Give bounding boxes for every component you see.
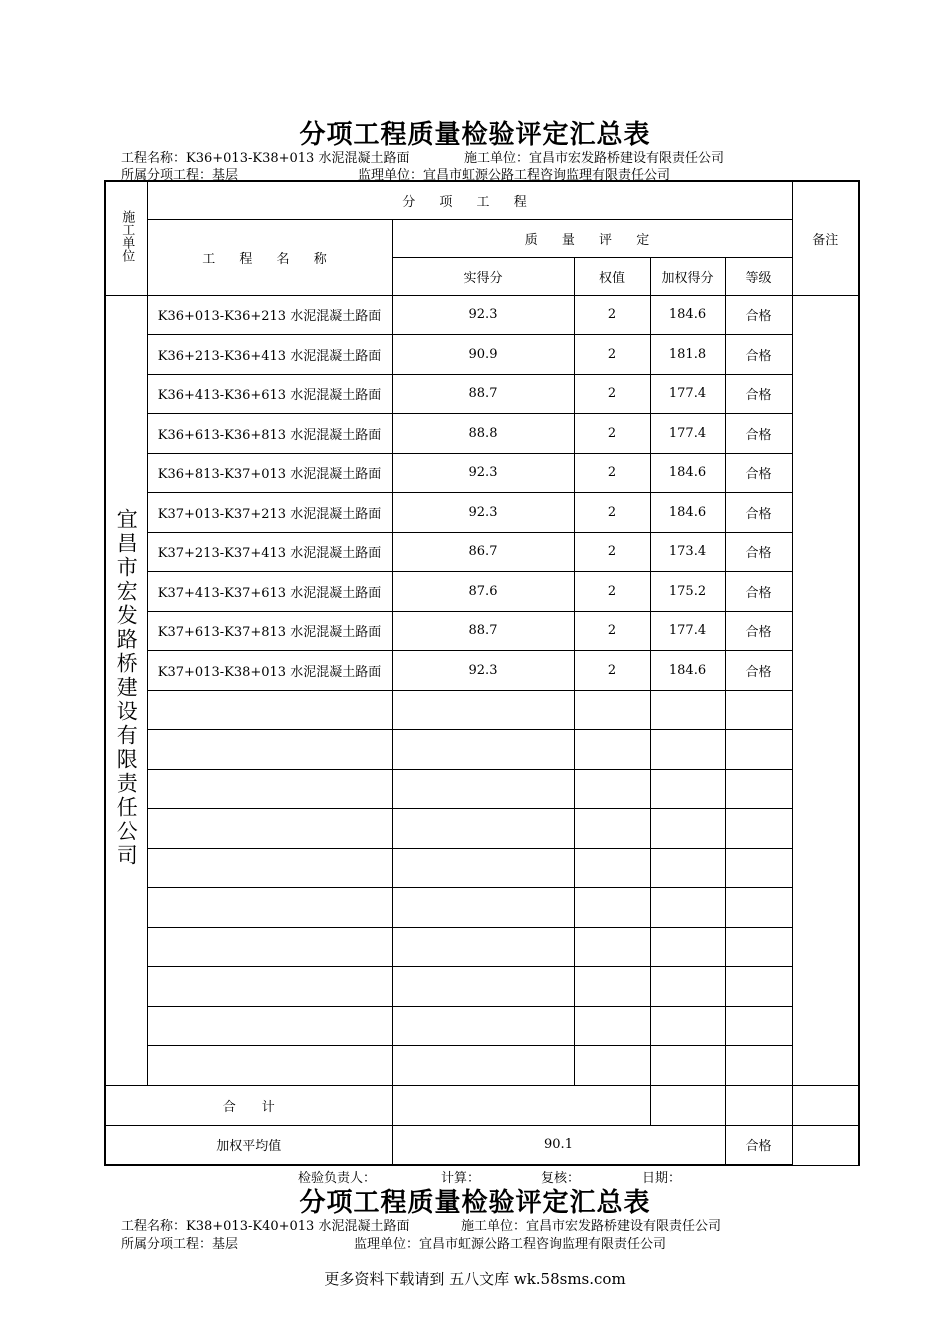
weight-cell: 2	[574, 374, 650, 414]
weight-cell: 2	[574, 572, 650, 612]
table-row	[105, 888, 859, 928]
weighted-score-cell	[650, 809, 725, 849]
project-name-line-2	[121, 1215, 409, 1234]
construction-unit-line-2	[461, 1215, 721, 1234]
grade-cell	[725, 927, 792, 967]
total-grade-cell	[725, 1085, 792, 1125]
project-name-cell	[147, 967, 392, 1007]
table-row	[105, 1046, 859, 1086]
grade-cell	[725, 690, 792, 730]
total-weighted-cell	[650, 1085, 725, 1125]
table-row	[105, 414, 859, 454]
table-row	[105, 611, 859, 651]
project-name-cell: K36+013-K36+213 水泥混凝土路面	[147, 295, 392, 335]
weight-cell	[574, 809, 650, 849]
table-row	[105, 295, 859, 335]
weighted-score-cell: 184.6	[650, 651, 725, 691]
project-name-cell: K36+413-K36+613 水泥混凝土路面	[147, 374, 392, 414]
project-name-cell: K36+613-K36+813 水泥混凝土路面	[147, 414, 392, 454]
weighted-score-cell	[650, 967, 725, 1007]
grade-cell: 合格	[725, 295, 792, 335]
grade-cell: 合格	[725, 651, 792, 691]
project-name-cell	[147, 848, 392, 888]
weight-cell: 2	[574, 611, 650, 651]
footer-download-link[interactable]: 更多资料下载请到 五八文库 wk.58sms.com	[324, 1270, 626, 1288]
grade-cell: 合格	[725, 453, 792, 493]
grade-cell	[725, 730, 792, 770]
table-row	[105, 809, 859, 849]
table-row	[105, 453, 859, 493]
calc-label: 计算：	[441, 1171, 481, 1186]
grade-cell	[725, 848, 792, 888]
table-row	[105, 690, 859, 730]
weighted-avg-label: 加权平均值	[105, 1125, 392, 1165]
actual-score-cell	[392, 927, 574, 967]
table-row	[105, 493, 859, 533]
total-remarks-cell	[792, 1085, 859, 1125]
actual-score-cell	[392, 967, 574, 1007]
weighted-score-cell	[650, 769, 725, 809]
actual-score-cell: 88.8	[392, 414, 574, 454]
remarks-cell	[792, 295, 859, 1085]
project-name-cell: K36+213-K36+413 水泥混凝土路面	[147, 335, 392, 375]
weighted-score-cell: 184.6	[650, 453, 725, 493]
weighted-avg-value: 90.1	[392, 1125, 725, 1165]
weighted-score-cell	[650, 927, 725, 967]
weighted-score-cell	[650, 730, 725, 770]
actual-score-cell: 92.3	[392, 453, 574, 493]
project-name-cell: K37+213-K37+413 水泥混凝土路面	[147, 532, 392, 572]
sub-project-header: 分 项 工 程	[147, 181, 792, 219]
weight-cell: 2	[574, 532, 650, 572]
actual-score-cell: 87.6	[392, 572, 574, 612]
weight-cell	[574, 927, 650, 967]
project-name-cell: K37+613-K37+813 水泥混凝土路面	[147, 611, 392, 651]
weighted-score-cell: 173.4	[650, 532, 725, 572]
weighted-score-cell: 177.4	[650, 374, 725, 414]
weighted-score-cell	[650, 1046, 725, 1086]
page-title-2: 分项工程质量检验评定汇总表	[299, 1188, 651, 1218]
table-row	[105, 572, 859, 612]
unit-column-header: 施工单位	[105, 181, 147, 295]
project-name-header: 工 程 名 称	[147, 219, 392, 295]
inspector-label: 检验负责人：	[298, 1171, 377, 1186]
project-name-cell: K37+413-K37+613 水泥混凝土路面	[147, 572, 392, 612]
table-row	[105, 967, 859, 1007]
table-row	[105, 927, 859, 967]
construction-unit-value: 宜昌市宏发路桥建设有限责任公司	[529, 151, 725, 166]
supervision-unit-value-2: 宜昌市虹源公路工程咨询监理有限责任公司	[419, 1237, 667, 1252]
table-row	[105, 651, 859, 691]
weighted-score-header: 加权得分	[650, 257, 725, 295]
project-name-cell: K36+813-K37+013 水泥混凝土路面	[147, 453, 392, 493]
project-name-cell: K37+013-K38+013 水泥混凝土路面	[147, 651, 392, 691]
table-row	[105, 730, 859, 770]
grade-cell	[725, 888, 792, 928]
weight-cell	[574, 967, 650, 1007]
table-row	[105, 1006, 859, 1046]
sub-project-value-2: 基层	[212, 1237, 239, 1252]
weighted-score-cell: 181.8	[650, 335, 725, 375]
weighted-score-cell: 184.6	[650, 493, 725, 533]
weight-cell: 2	[574, 651, 650, 691]
grade-cell: 合格	[725, 335, 792, 375]
weight-cell	[574, 769, 650, 809]
actual-score-header: 实得分	[392, 257, 574, 295]
table-row	[105, 769, 859, 809]
page-title: 分项工程质量检验评定汇总表	[299, 120, 651, 150]
weight-cell	[574, 730, 650, 770]
actual-score-cell: 86.7	[392, 532, 574, 572]
grade-header: 等级	[725, 257, 792, 295]
review-label: 复核：	[541, 1171, 581, 1186]
project-name-cell	[147, 1046, 392, 1086]
grade-cell	[725, 1046, 792, 1086]
project-name-cell	[147, 690, 392, 730]
grade-cell	[725, 967, 792, 1007]
project-name-value: K36+013-K38+013 水泥混凝土路面	[186, 151, 410, 166]
sub-project-label: 所属分项工程：	[121, 168, 213, 183]
weight-cell	[574, 1006, 650, 1046]
actual-score-cell	[392, 848, 574, 888]
actual-score-cell: 92.3	[392, 493, 574, 533]
grade-cell	[725, 809, 792, 849]
supervision-unit-label-2: 监理单位：	[354, 1237, 420, 1252]
grade-cell: 合格	[725, 414, 792, 454]
project-name-cell	[147, 1006, 392, 1046]
weighted-score-cell	[650, 848, 725, 888]
weighted-score-cell	[650, 690, 725, 730]
quality-eval-header: 质 量 评 定	[392, 219, 792, 257]
project-name-cell: K37+013-K37+213 水泥混凝土路面	[147, 493, 392, 533]
actual-score-cell	[392, 769, 574, 809]
supervision-unit-value: 宜昌市虹源公路工程咨询监理有限责任公司	[423, 168, 671, 183]
project-name-label-2: 工程名称：	[121, 1219, 187, 1234]
weighted-score-cell	[650, 1006, 725, 1046]
weighted-score-cell: 175.2	[650, 572, 725, 612]
actual-score-cell: 88.7	[392, 374, 574, 414]
weighted-score-cell: 184.6	[650, 295, 725, 335]
grade-cell	[725, 1006, 792, 1046]
grade-cell: 合格	[725, 493, 792, 533]
weighted-score-cell	[650, 888, 725, 928]
project-name-cell	[147, 888, 392, 928]
grade-cell: 合格	[725, 611, 792, 651]
weight-cell	[574, 848, 650, 888]
weight-cell: 2	[574, 295, 650, 335]
actual-score-cell: 92.3	[392, 651, 574, 691]
sub-project-value: 基层	[212, 168, 239, 183]
evaluation-table	[104, 180, 860, 1166]
project-name-cell	[147, 769, 392, 809]
actual-score-cell	[392, 1046, 574, 1086]
weight-cell: 2	[574, 493, 650, 533]
weight-header: 权值	[574, 257, 650, 295]
grade-cell: 合格	[725, 532, 792, 572]
table-row	[105, 848, 859, 888]
weight-cell	[574, 1046, 650, 1086]
table-row	[105, 374, 859, 414]
total-score-cell	[392, 1085, 650, 1125]
actual-score-cell	[392, 730, 574, 770]
total-label: 合 计	[105, 1085, 392, 1125]
weighted-avg-grade: 合格	[725, 1125, 792, 1165]
project-name-cell	[147, 927, 392, 967]
supervision-unit-line-2	[354, 1233, 666, 1252]
project-name-cell	[147, 730, 392, 770]
actual-score-cell: 88.7	[392, 611, 574, 651]
project-name-label: 工程名称：	[121, 151, 187, 166]
actual-score-cell	[392, 690, 574, 730]
weighted-score-cell: 177.4	[650, 611, 725, 651]
construction-unit-label-2: 施工单位：	[461, 1219, 527, 1234]
project-name-cell	[147, 809, 392, 849]
project-name-value-2: K38+013-K40+013 水泥混凝土路面	[186, 1219, 410, 1234]
actual-score-cell: 90.9	[392, 335, 574, 375]
remarks-header: 备注	[792, 181, 859, 295]
actual-score-cell	[392, 888, 574, 928]
weighted-avg-remarks	[792, 1125, 859, 1165]
construction-unit-cell: 宜昌市宏发路桥建设有限责任公司	[105, 295, 147, 1085]
construction-unit-label: 施工单位：	[464, 151, 530, 166]
weight-cell: 2	[574, 414, 650, 454]
grade-cell: 合格	[725, 572, 792, 612]
date-label: 日期：	[642, 1171, 682, 1186]
construction-unit-value-2: 宜昌市宏发路桥建设有限责任公司	[526, 1219, 722, 1234]
weight-cell: 2	[574, 453, 650, 493]
sub-project-line-2	[121, 1233, 238, 1252]
weighted-score-cell: 177.4	[650, 414, 725, 454]
grade-cell: 合格	[725, 374, 792, 414]
weight-cell	[574, 888, 650, 928]
actual-score-cell: 92.3	[392, 295, 574, 335]
weight-cell	[574, 690, 650, 730]
table-row	[105, 532, 859, 572]
grade-cell	[725, 769, 792, 809]
weight-cell: 2	[574, 335, 650, 375]
actual-score-cell	[392, 809, 574, 849]
actual-score-cell	[392, 1006, 574, 1046]
sub-project-label-2: 所属分项工程：	[121, 1237, 213, 1252]
supervision-unit-label: 监理单位：	[358, 168, 424, 183]
table-row	[105, 335, 859, 375]
